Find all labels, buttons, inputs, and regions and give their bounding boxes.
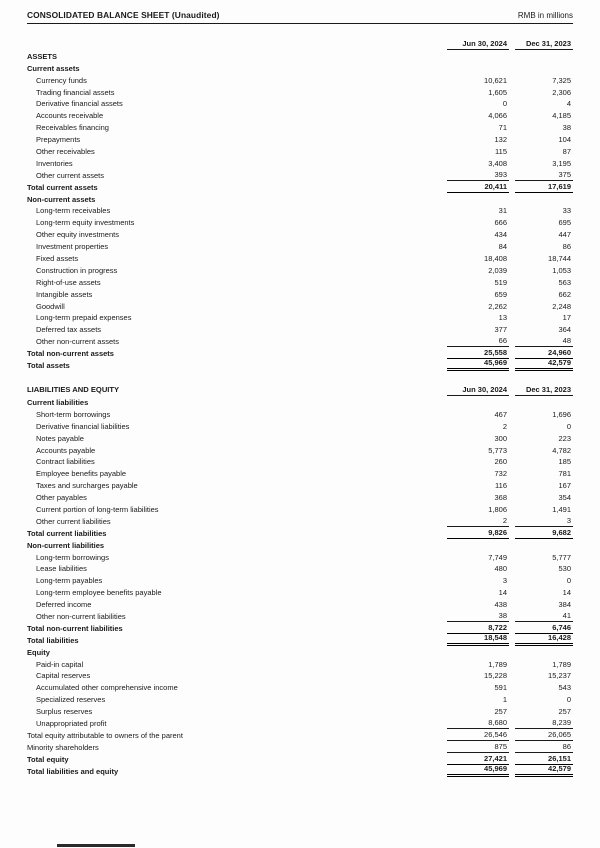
table-row [27,193,573,205]
row-label: Derivative financial assets [36,99,123,109]
row-label: Accounts receivable [36,111,104,121]
value-jun-30-2024 [447,60,509,62]
value-jun-30-2024: 8,722 [447,624,509,634]
row-label: Unappropriated profit [36,718,107,728]
table-row [27,586,573,598]
row-label: Other equity investments [36,230,119,240]
row-label: Prepayments [36,135,81,145]
row-label: Long-term receivables [36,206,111,216]
value-jun-30-2024: 132 [494,135,507,145]
value-dec-31-2023: 26,065 [515,731,573,741]
assets-table [27,50,573,371]
row-label: Equity [27,647,50,657]
value-jun-30-2024 [447,72,509,74]
value-jun-30-2024: 519 [494,277,507,287]
value-jun-30-2024: 45,969 [447,765,509,777]
row-label: Total current liabilities [27,528,107,538]
value-jun-30-2024: 27,421 [447,755,509,765]
table-row [27,216,573,228]
table-row [27,634,573,646]
value-dec-31-2023: 17,619 [515,183,573,193]
row-label: Other current assets [36,170,104,180]
row-label: Goodwill [36,301,65,311]
value-jun-30-2024: 260 [494,457,507,467]
column-header-dec-31-2023: Dec 31, 2023 [515,40,573,50]
column-header-jun-30-2024: Jun 30, 2024 [447,40,509,50]
value-jun-30-2024: 659 [494,289,507,299]
value-dec-31-2023: 695 [558,218,571,228]
value-dec-31-2023: 17 [562,313,571,323]
row-label: Total assets [27,361,70,371]
value-dec-31-2023 [515,549,573,551]
liabilities-and-equity-heading: LIABILITIES AND EQUITY [27,385,120,395]
row-label: Total current assets [27,182,98,192]
table-row [27,288,573,300]
row-label: Total non-current assets [27,349,114,359]
value-dec-31-2023: 354 [558,493,571,503]
column-header-dec-31-2023: Dec 31, 2023 [515,386,573,396]
value-dec-31-2023: 167 [558,481,571,491]
value-dec-31-2023: 257 [558,707,571,717]
value-jun-30-2024: 467 [494,409,507,419]
table-row [27,503,573,515]
value-jun-30-2024: 0 [502,99,507,109]
value-jun-30-2024: 377 [494,325,507,335]
table-row [27,276,573,288]
value-dec-31-2023: 1,053 [552,265,571,275]
value-jun-30-2024: 434 [494,230,507,240]
row-label: Taxes and surcharges payable [36,481,138,491]
row-label: Right-of-use assets [36,277,101,287]
value-jun-30-2024: 875 [447,743,509,753]
value-jun-30-2024 [447,406,509,408]
row-label: Long-term borrowings [36,552,109,562]
row-label: Other current liabilities [36,516,111,526]
table-row [27,432,573,444]
value-jun-30-2024: 1 [502,695,507,705]
table-row [27,62,573,74]
value-jun-30-2024: 5,773 [488,445,507,455]
table-row [27,335,573,347]
value-jun-30-2024: 4,066 [488,111,507,121]
value-jun-30-2024: 2,039 [488,265,507,275]
spacer [27,48,447,50]
value-dec-31-2023: 375 [515,171,573,181]
value-dec-31-2023: 4,782 [552,445,571,455]
assets-column-header-row [27,37,573,50]
row-label: Construction in progress [36,265,118,275]
row-label: Other non-current liabilities [36,611,126,621]
row-label: Paid-in capital [36,659,84,669]
row-label: Employee benefits payable [36,469,127,479]
table-row [27,228,573,240]
value-dec-31-2023: 185 [558,457,571,467]
table-row [27,539,573,551]
row-label: Long-term employee benefits payable [36,588,162,598]
table-row [27,181,573,193]
table-row [27,359,573,371]
row-label: Total liabilities and equity [27,766,119,776]
value-dec-31-2023: 15,237 [548,671,571,681]
value-jun-30-2024: 8,680 [447,719,509,729]
row-label: Deferred income [36,600,92,610]
value-dec-31-2023: 364 [558,325,571,335]
value-jun-30-2024 [447,203,509,205]
table-row [27,681,573,693]
value-jun-30-2024: 18,548 [447,634,509,646]
table-row [27,491,573,503]
value-jun-30-2024: 20,411 [447,183,509,193]
row-label: Accumulated other comprehensive income [36,683,178,693]
row-label: Current assets [27,63,80,73]
value-jun-30-2024: 3 [502,576,507,586]
value-jun-30-2024: 7,749 [488,552,507,562]
value-dec-31-2023: 24,960 [515,349,573,359]
value-dec-31-2023: 6,746 [515,624,573,634]
value-dec-31-2023: 3,195 [552,158,571,168]
value-dec-31-2023: 26,151 [515,755,573,765]
value-dec-31-2023: 33 [562,206,571,216]
value-dec-31-2023: 42,579 [515,359,573,371]
table-row [27,598,573,610]
value-dec-31-2023: 104 [558,135,571,145]
table-row [27,515,573,527]
row-label: Surplus reserves [36,707,93,717]
row-label: Short-term borrowings [36,409,111,419]
table-row [27,658,573,670]
value-jun-30-2024: 71 [498,123,507,133]
value-dec-31-2023 [515,656,573,658]
table-row [27,264,573,276]
value-dec-31-2023 [515,406,573,408]
value-dec-31-2023: 38 [562,123,571,133]
table-row [27,753,573,765]
table-row [27,240,573,252]
table-row [27,670,573,682]
value-dec-31-2023: 5,777 [552,552,571,562]
row-label: Long-term equity investments [36,218,135,228]
table-row [27,574,573,586]
table-row [27,74,573,86]
row-label: Current portion of long-term liabilities [36,504,159,514]
value-dec-31-2023: 1,696 [552,409,571,419]
row-label: Total non-current liabilities [27,623,123,633]
table-row [27,610,573,622]
value-dec-31-2023: 4 [566,99,571,109]
value-jun-30-2024: 3,408 [488,158,507,168]
row-label: Long-term prepaid expenses [36,313,132,323]
value-dec-31-2023: 14 [562,588,571,598]
value-dec-31-2023: 563 [558,277,571,287]
value-dec-31-2023 [515,72,573,74]
row-label: Non-current assets [27,194,96,204]
value-dec-31-2023: 1,491 [552,504,571,514]
value-jun-30-2024: 300 [494,433,507,443]
row-label: Total equity attributable to owners of the parent [27,730,183,740]
value-dec-31-2023: 3 [515,517,573,527]
table-row [27,312,573,324]
table-row [27,396,573,408]
row-label: ASSETS [27,51,58,61]
row-label: Intangible assets [36,289,93,299]
row-label: Other non-current assets [36,337,119,347]
table-row [27,300,573,312]
table-row [27,145,573,157]
row-label: Other receivables [36,147,95,157]
row-label: Fixed assets [36,254,79,264]
value-dec-31-2023: 0 [566,695,571,705]
value-dec-31-2023: 87 [562,147,571,157]
value-dec-31-2023: 86 [562,242,571,252]
value-dec-31-2023: 16,428 [515,634,573,646]
table-row [27,527,573,539]
table-row [27,729,573,741]
value-jun-30-2024: 480 [494,564,507,574]
document-header [27,10,573,24]
table-row [27,741,573,753]
value-dec-31-2023: 1,789 [552,659,571,669]
row-label: Total liabilities [27,635,79,645]
table-row [27,693,573,705]
value-jun-30-2024: 31 [498,206,507,216]
page-title: CONSOLIDATED BALANCE SHEET (Unaudited) [27,10,220,20]
value-jun-30-2024: 14 [498,588,507,598]
table-row [27,563,573,575]
value-jun-30-2024: 115 [495,147,507,157]
value-dec-31-2023: 662 [558,289,571,299]
row-label: Deferred tax assets [36,325,102,335]
table-row [27,157,573,169]
value-dec-31-2023: 530 [558,564,571,574]
value-jun-30-2024: 591 [494,683,507,693]
value-jun-30-2024: 10,621 [484,75,507,85]
table-row [27,133,573,145]
value-dec-31-2023: 86 [515,743,573,753]
row-label: Capital reserves [36,671,91,681]
row-label: Lease liabilities [36,564,87,574]
value-jun-30-2024: 2,262 [488,301,507,311]
value-jun-30-2024: 26,546 [447,731,509,741]
value-jun-30-2024: 2 [447,517,509,527]
value-dec-31-2023: 0 [566,421,571,431]
value-jun-30-2024: 13 [498,313,507,323]
value-dec-31-2023: 42,579 [515,765,573,777]
row-label: Trading financial assets [36,87,115,97]
row-label: Minority shareholders [27,742,99,752]
table-row [27,444,573,456]
row-label: Contract liabilities [36,457,95,467]
table-row [27,646,573,658]
table-row [27,765,573,777]
value-jun-30-2024: 368 [494,493,507,503]
row-label: Receivables financing [36,123,109,133]
currency-unit-note: RMB in millions [517,11,573,20]
row-label: Total equity [27,754,69,764]
value-dec-31-2023: 0 [566,576,571,586]
value-jun-30-2024: 1,605 [488,87,507,97]
value-jun-30-2024: 38 [447,612,509,622]
value-jun-30-2024: 2 [502,421,507,431]
row-label: Specialized reserves [36,695,106,705]
value-jun-30-2024: 45,969 [447,359,509,371]
value-dec-31-2023: 781 [558,469,571,479]
row-label: Other payables [36,493,87,503]
value-jun-30-2024: 732 [494,469,507,479]
row-label: Accounts payable [36,445,96,455]
table-row [27,50,573,62]
value-dec-31-2023: 543 [558,683,571,693]
table-row [27,717,573,729]
value-jun-30-2024: 438 [494,600,507,610]
row-label: Inventories [36,158,73,168]
value-dec-31-2023: 41 [515,612,573,622]
row-label: Non-current liabilities [27,540,105,550]
value-dec-31-2023: 2,306 [552,87,571,97]
value-jun-30-2024: 116 [495,481,507,491]
value-dec-31-2023: 447 [558,230,571,240]
table-row [27,456,573,468]
value-dec-31-2023: 223 [558,433,571,443]
table-row [27,109,573,121]
next-page-edge-artifact [57,844,135,847]
value-dec-31-2023: 48 [515,337,573,347]
value-jun-30-2024: 66 [447,337,509,347]
table-row [27,467,573,479]
value-jun-30-2024: 393 [447,171,509,181]
table-row [27,121,573,133]
value-jun-30-2024: 25,558 [447,349,509,359]
value-jun-30-2024: 9,826 [447,529,509,539]
table-row [27,98,573,110]
value-dec-31-2023: 2,248 [552,301,571,311]
row-label: Long-term payables [36,576,103,586]
value-dec-31-2023: 7,325 [552,75,571,85]
value-jun-30-2024: 18,408 [484,254,507,264]
table-row [27,86,573,98]
value-jun-30-2024: 257 [494,707,507,717]
value-dec-31-2023: 9,682 [515,529,573,539]
table-row [27,551,573,563]
value-dec-31-2023: 18,744 [548,254,571,264]
row-label: Notes payable [36,433,84,443]
table-row [27,205,573,217]
value-jun-30-2024: 84 [498,242,507,252]
value-dec-31-2023 [515,60,573,62]
value-dec-31-2023 [515,203,573,205]
row-label: Currency funds [36,75,87,85]
value-jun-30-2024: 1,806 [488,504,507,514]
value-jun-30-2024 [447,549,509,551]
table-row [27,420,573,432]
row-label: Investment properties [36,242,109,252]
value-dec-31-2023: 4,185 [552,111,571,121]
table-row [27,169,573,181]
table-row [27,252,573,264]
table-row [27,323,573,335]
liabilities-equity-table [27,396,573,777]
value-dec-31-2023: 8,239 [515,719,573,729]
table-row [27,479,573,491]
value-jun-30-2024: 15,228 [484,671,507,681]
value-jun-30-2024: 1,789 [488,659,507,669]
row-label: Current liabilities [27,397,89,407]
column-header-jun-30-2024: Jun 30, 2024 [447,386,509,396]
table-row [27,408,573,420]
value-jun-30-2024 [447,656,509,658]
liabilities-column-header-row [27,383,573,396]
row-label: Derivative financial liabilities [36,421,130,431]
value-jun-30-2024: 666 [494,218,507,228]
table-row [27,705,573,717]
value-dec-31-2023: 384 [558,600,571,610]
